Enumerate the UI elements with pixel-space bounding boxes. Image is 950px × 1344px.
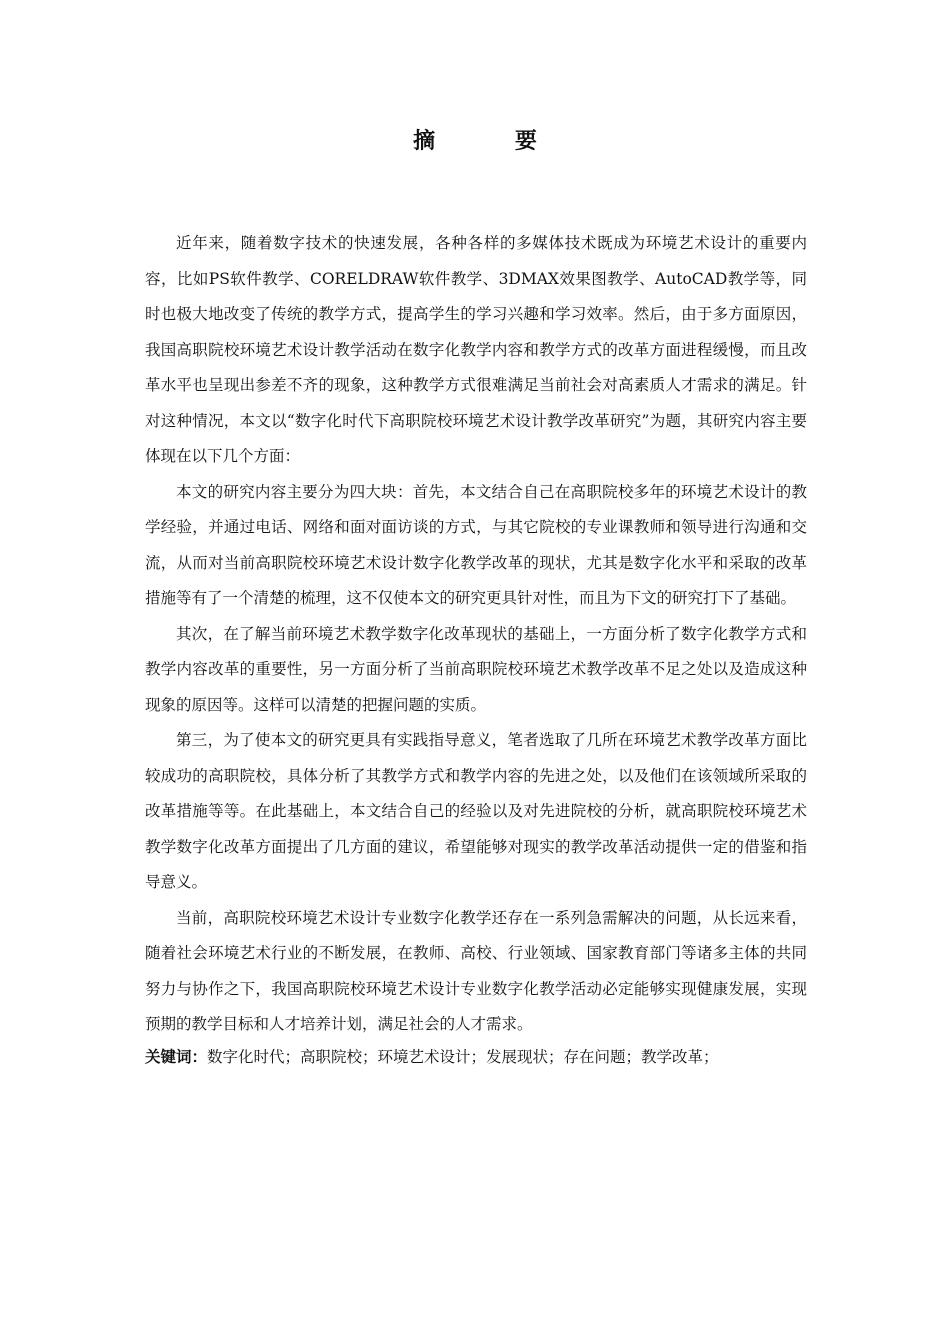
paragraph-4: 第三，为了使本文的研究更具有实践指导意义，笔者选取了几所在环境艺术教学改革方面比较成功的高职院校，具体分析了其教学方式和教学内容的先进之处，以及他们在该领域所采取的改革措施等等。在此基础上，本文结合自己的经验以及对先进院校的分析，就高职院校环境艺术教学数字化改革方面提出了几方面的建议，希望能够对现实的教学改革活动提供一定的借鉴和指导意义。 — [145, 731, 807, 891]
paragraph-3: 其次，在了解当前环境艺术教学数字化改革现状的基础上，一方面分析了数字化教学方式和教学内容改革的重要性，另一方面分析了当前高职院校环境艺术教学改革不足之处以及造成这种现象的原因等。这样可以清楚的把握问题的实质。 — [145, 624, 807, 714]
abstract-body — [145, 226, 807, 1071]
paragraph-5: 当前，高职院校环境艺术设计专业数字化教学还存在一系列急需解决的问题，从长远来看，随着社会环境艺术行业的不断发展，在教师、高校、行业领域、国家教育部门等诸多主体的共同努力与协作之下，我国高职院校环境艺术设计专业数字化教学活动必定能够实现健康发展，实现预期的教学目标和人才培养计划，满足社会的人才需求。 — [145, 908, 807, 1033]
keywords-line — [145, 1043, 807, 1071]
abstract-title: 摘 要 — [413, 128, 573, 154]
paragraph-1: 近年来，随着数字技术的快速发展，各种各样的多媒体技术既成为环境艺术设计的重要内容，比如PS软件教学、CORELDRAW软件教学、3DMAX效果图教学、AutoCAD教学等，同时也极大地改变了传统的教学方式，提高学生的学习兴趣和学习效率。然后，由于多方面原因，我国高职院校环境艺术设计教学活动在数字化教学内容和教学方式的改革方面进程缓慢，而且改革水平也呈现出参差不齐的现象，这种教学方式很难满足当前社会对高素质人才需求的满足。针对这种情况，本文以“数字化时代下高职院校环境艺术设计教学改革研究”为题，其研究内容主要体现在以下几个方面： — [145, 234, 807, 465]
keywords-text: 数字化时代；高职院校；环境艺术设计；发展现状；存在问题；教学改革； — [207, 1047, 719, 1066]
paragraph-2: 本文的研究内容主要分为四大块：首先，本文结合自己在高职院校多年的环境艺术设计的教学经验，并通过电话、网络和面对面访谈的方式，与其它院校的专业课教师和领导进行沟通和交流，从而对当前高职院校环境艺术设计数字化教学改革的现状，尤其是数字化水平和采取的改革措施等有了一个清楚的梳理，这不仅使本文的研究更具针对性，而且为下文的研究打下了基础。 — [145, 482, 807, 607]
keywords-label: 关键词： — [145, 1046, 208, 1066]
